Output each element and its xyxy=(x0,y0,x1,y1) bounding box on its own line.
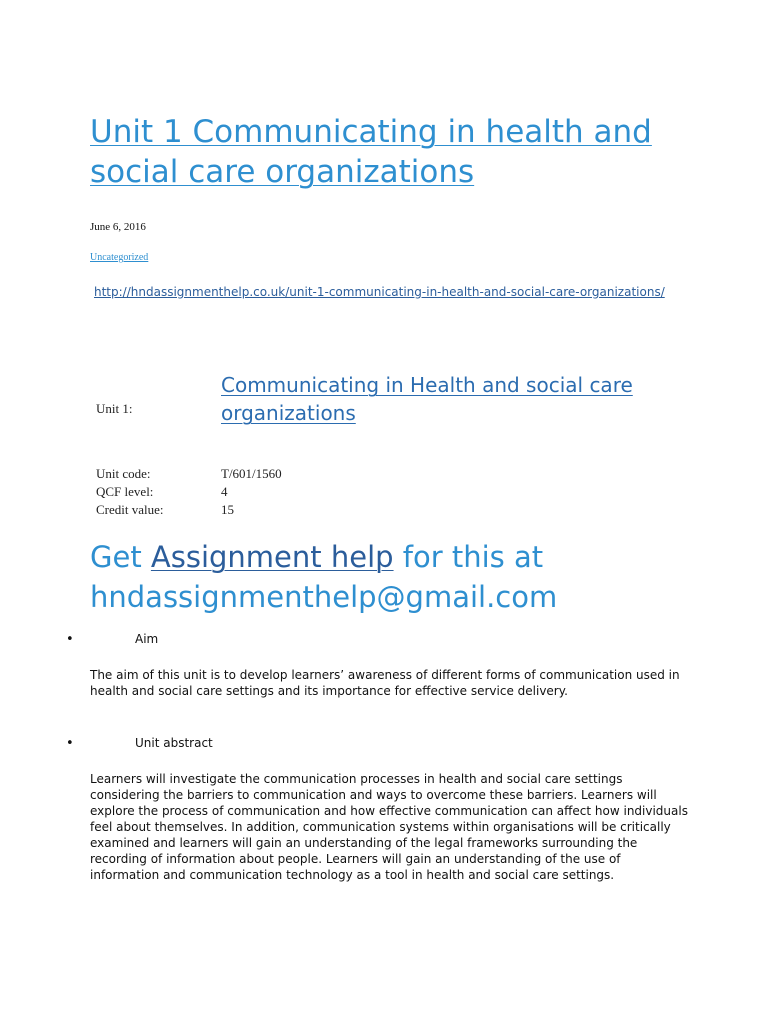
credit-value-value: 15 xyxy=(221,502,234,517)
post-title-link[interactable]: Unit 1 Communicating in health and social care organizations xyxy=(90,114,652,190)
aim-heading: Aim xyxy=(135,632,159,646)
assignment-help-promo xyxy=(90,537,730,617)
unit-label: Unit 1: xyxy=(96,401,133,416)
unit-code-label: Unit code: xyxy=(96,466,151,481)
bullet-icon: • xyxy=(66,736,74,751)
unit-code-value: T/601/1560 xyxy=(221,466,282,481)
category-link[interactable]: Uncategorized xyxy=(90,252,149,263)
aim-paragraph: The aim of this unit is to develop learners’ awareness of different forms of communication used in health and social care settings and its importance for effective service delivery. xyxy=(90,668,680,698)
unit-title-link[interactable]: Communicating in Health and social care organizations xyxy=(221,373,633,425)
promo-suffix: for this at hndassignmenthelp@gmail.com xyxy=(90,540,558,614)
credit-value-label: Credit value: xyxy=(96,502,164,517)
promo-prefix: Get xyxy=(90,540,151,574)
source-url-link[interactable]: http://hndassignmenthelp.co.uk/unit-1-communicating-in-health-and-social-care-organizations/ xyxy=(94,285,665,299)
qcf-level-label: QCF level: xyxy=(96,484,154,499)
abstract-paragraph: Learners will investigate the communication processes in health and social care settings considering the barriers to communication and ways to overcome these barriers. Learners will explore the process of communication and how effective communication can affect how individuals feel about themselves. In addition, communication systems within organisations will be critically examined and learners will gain an understanding of the legal frameworks surrounding the recording of information about people. Learners will gain an understanding of the use of information and communication technology as a tool in health and social care settings. xyxy=(90,772,688,882)
abstract-heading: Unit abstract xyxy=(135,736,213,750)
assignment-help-link[interactable]: Assignment help xyxy=(150,540,394,574)
post-date: June 6, 2016 xyxy=(90,221,146,233)
qcf-level-value: 4 xyxy=(221,484,228,499)
bullet-icon: • xyxy=(66,632,74,647)
